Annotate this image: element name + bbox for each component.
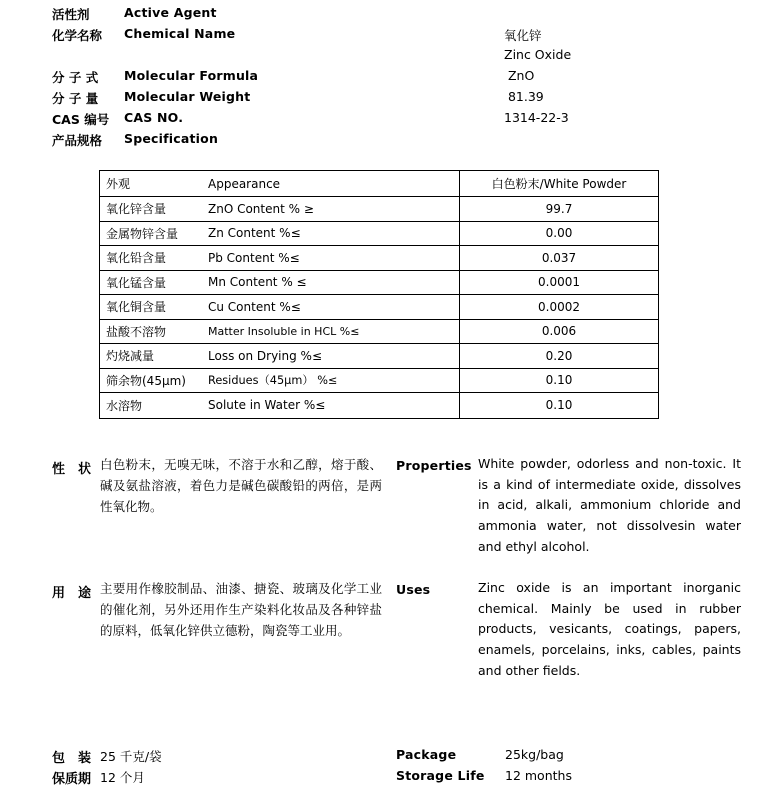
item-zh: 氧化铅含量 bbox=[106, 251, 167, 266]
table-row bbox=[100, 197, 658, 222]
table-row bbox=[100, 271, 658, 296]
item-cell bbox=[100, 246, 460, 270]
item-cell bbox=[100, 171, 460, 196]
properties-label-en: Properties bbox=[396, 458, 472, 473]
uses-text-en: Zinc oxide is an important inorganic chemical. Mainly be used in rubber products, vesicants, coatings, papers, enamels, porcelains, inks, cables, paints and other fields. bbox=[478, 580, 741, 678]
header-row bbox=[0, 108, 764, 129]
header-row bbox=[0, 45, 764, 66]
table-row bbox=[100, 344, 658, 369]
value-cell: 0.20 bbox=[545, 348, 573, 363]
value-cell: 0.0001 bbox=[538, 275, 580, 290]
item-zh: 外观 bbox=[106, 177, 131, 191]
value-cell: 0.006 bbox=[541, 324, 577, 339]
value-cell: 0.10 bbox=[545, 373, 573, 388]
value-cell: 99.7 bbox=[545, 201, 573, 216]
item-cell bbox=[100, 369, 460, 393]
item-zh: 筛余物(45μm) bbox=[106, 373, 186, 388]
header-row bbox=[0, 129, 764, 150]
label-en: CAS NO. bbox=[124, 110, 184, 125]
item-en: Loss on Drying %≤ bbox=[208, 348, 322, 363]
header-value: 1314-22-3 bbox=[504, 110, 569, 125]
package-storage-footer bbox=[0, 745, 764, 787]
package-value-en: 25kg/bag bbox=[505, 747, 564, 762]
item-en: Residues（45μm） %≤ bbox=[208, 374, 338, 388]
table-row bbox=[100, 222, 658, 247]
header-value: 81.39 bbox=[504, 89, 544, 104]
item-en: Solute in Water %≤ bbox=[208, 398, 326, 413]
storage-life-label-en: Storage Life bbox=[396, 768, 485, 783]
item-en: Pb Content %≤ bbox=[208, 250, 300, 265]
product-header bbox=[0, 3, 764, 150]
header-row bbox=[0, 66, 764, 87]
item-zh: 盐酸不溶物 bbox=[106, 324, 167, 339]
properties-label-zh: 性 状 bbox=[52, 462, 92, 477]
label-zh: 活性剂 bbox=[52, 7, 90, 22]
label-zh: 产品规格 bbox=[52, 133, 103, 148]
header-row bbox=[0, 24, 764, 45]
item-cell bbox=[100, 393, 460, 418]
footer-row bbox=[0, 745, 764, 766]
item-cell bbox=[100, 320, 460, 344]
label-en: Molecular Weight bbox=[124, 89, 251, 104]
package-value-zh: 25 千克/袋 bbox=[100, 749, 162, 764]
value-cell: 0.037 bbox=[541, 250, 577, 265]
item-en: Mn Content % ≤ bbox=[208, 275, 307, 290]
header-value: Zinc Oxide bbox=[504, 47, 572, 62]
item-zh: 氧化锰含量 bbox=[106, 275, 167, 290]
uses-label-en: Uses bbox=[396, 582, 431, 597]
label-zh: 化学名称 bbox=[52, 28, 103, 43]
properties-text-en: White powder, odorless and non-toxic. It is a kind of intermediate oxide, dissolves in acid, alkali, ammonium chloride and ammonia water, not dissolvesin water and ethyl alcohol. bbox=[478, 456, 741, 554]
uses-label-zh: 用 途 bbox=[52, 586, 92, 601]
footer-row bbox=[0, 766, 764, 787]
item-cell bbox=[100, 197, 460, 221]
table-row bbox=[100, 393, 658, 418]
storage-life-label-zh: 保质期 bbox=[52, 772, 92, 787]
item-cell bbox=[100, 222, 460, 246]
storage-life-value-zh: 12 个月 bbox=[100, 770, 145, 785]
item-zh: 水溶物 bbox=[106, 398, 143, 413]
item-cell bbox=[100, 271, 460, 295]
package-label-en: Package bbox=[396, 747, 457, 762]
header-row bbox=[0, 87, 764, 108]
table-row bbox=[100, 369, 658, 394]
properties-text-zh: 白色粉末，无嗅无味，不溶于水和乙醇，熔于酸、碱及氨盐溶液，着色力是碱色碳酸铅的两倍，是两性氧化物。 bbox=[100, 457, 382, 514]
uses-text-zh: 主要用作橡胶制品、油漆、搪瓷、玻璃及化学工业的催化剂，另外还用作生产染料化妆品及各种锌盐的原料，低氧化锌供立德粉，陶瓷等工业用。 bbox=[100, 581, 382, 638]
value-cell: 0.0002 bbox=[538, 299, 580, 314]
table-row bbox=[100, 171, 658, 197]
value-cell: 白色粉末/White Powder bbox=[491, 177, 627, 191]
value-cell: 0.00 bbox=[545, 226, 573, 241]
label-en: Chemical Name bbox=[124, 26, 236, 41]
header-value: ZnO bbox=[504, 68, 535, 83]
table-row bbox=[100, 320, 658, 345]
storage-life-value-en: 12 months bbox=[505, 768, 572, 783]
header-value: 氧化锌 bbox=[504, 28, 542, 43]
item-zh: 氧化锌含量 bbox=[106, 202, 167, 217]
item-zh: 氧化铜含量 bbox=[106, 300, 167, 315]
header-row bbox=[0, 3, 764, 24]
value-cell: 0.10 bbox=[545, 398, 573, 413]
item-en: Appearance bbox=[208, 176, 281, 191]
label-en: Active Agent bbox=[124, 5, 217, 20]
label-en: Specification bbox=[124, 131, 219, 146]
table-row bbox=[100, 295, 658, 320]
table-row bbox=[100, 246, 658, 271]
item-en: ZnO Content % ≥ bbox=[208, 201, 314, 216]
item-en: Matter Insoluble in HCL %≤ bbox=[208, 324, 360, 338]
spec-table bbox=[99, 170, 659, 419]
label-zh: 分 子 量 bbox=[52, 91, 99, 106]
item-cell bbox=[100, 295, 460, 319]
label-en: Molecular Formula bbox=[124, 68, 259, 83]
item-cell bbox=[100, 344, 460, 368]
item-zh: 灼烧减量 bbox=[106, 349, 155, 364]
label-zh: 分 子 式 bbox=[52, 70, 99, 85]
item-en: Zn Content %≤ bbox=[208, 226, 301, 241]
package-label-zh: 包 装 bbox=[52, 751, 92, 766]
item-zh: 金属物锌含量 bbox=[106, 226, 179, 241]
item-en: Cu Content %≤ bbox=[208, 299, 301, 314]
label-zh: CAS 编号 bbox=[52, 112, 110, 127]
